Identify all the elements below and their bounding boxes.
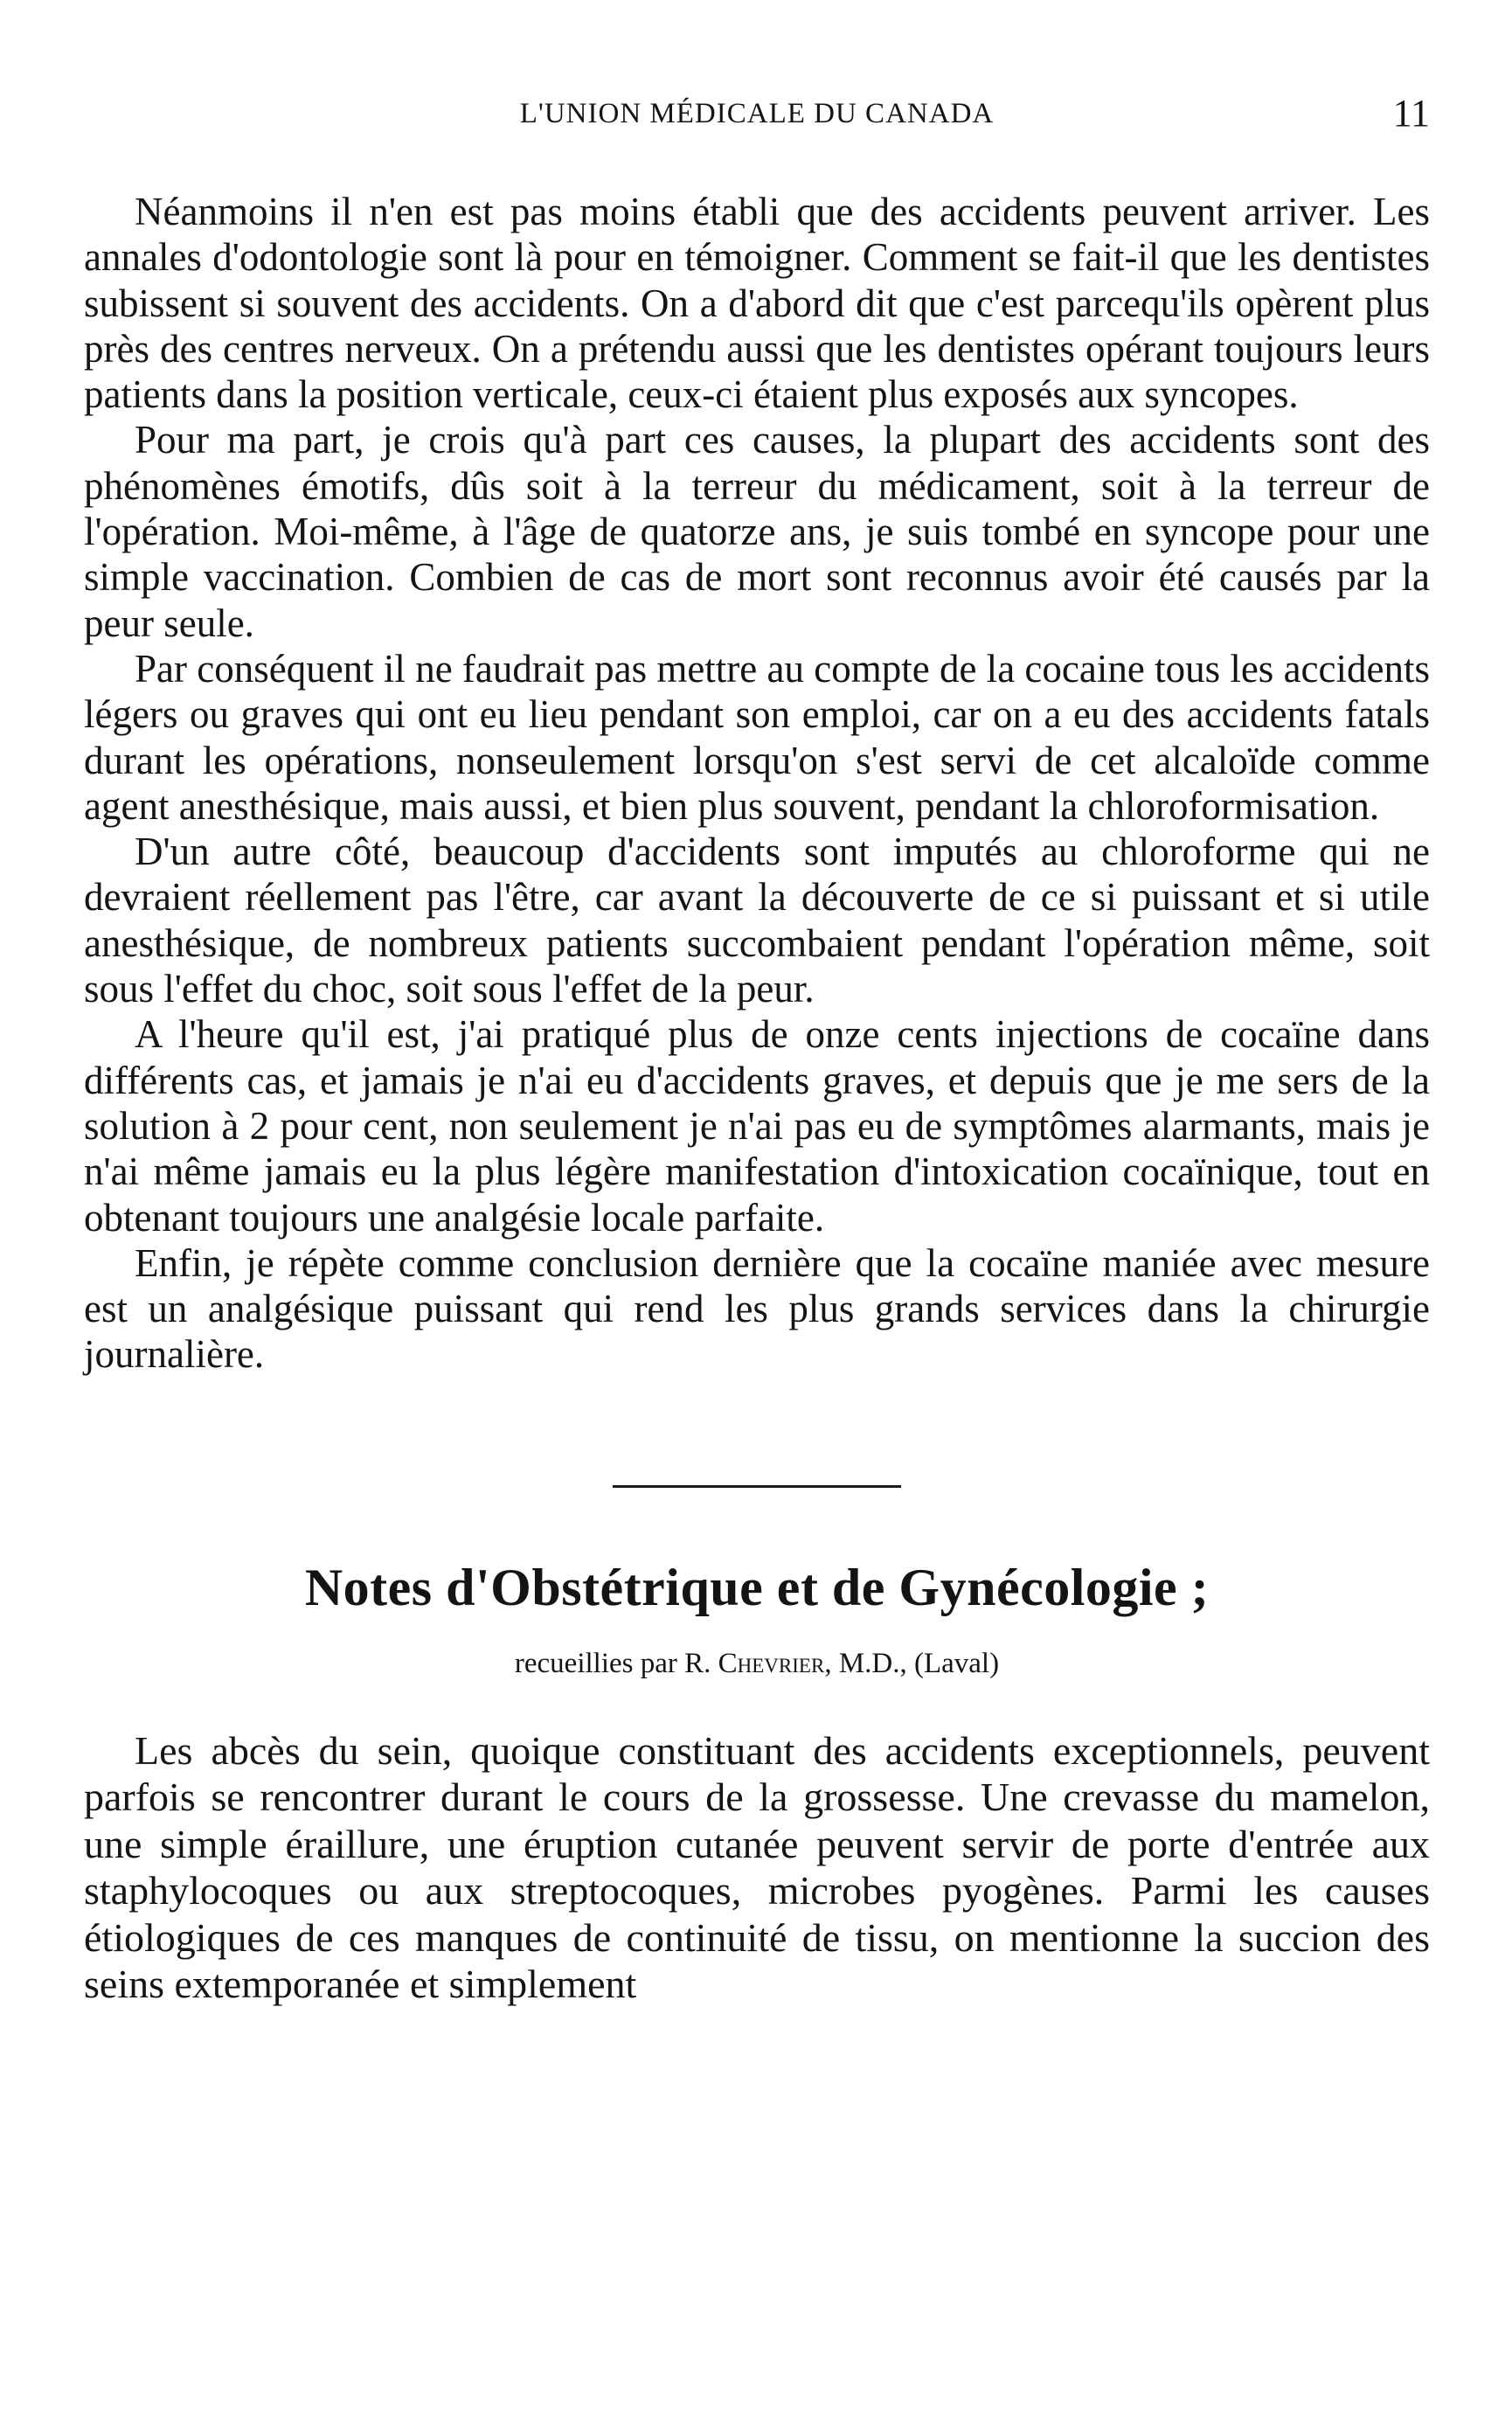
paragraph: Les abcès du sein, quoique constituant des accidents exceptionnels, peuvent parfois se rencontrer durant le cours de la grossesse. Une crevasse du mamelon, une simple éraillure, une éruption cutanée peuvent servir de porte d'entrée aux staphylocoques ou aux streptocoques, microbes pyogènes. Parmi les causes étiologiques de ces manques de continuité de tissu, on mentionne la succion des seins extemporanée et simplement <box>84 1727 1430 2007</box>
section-divider <box>613 1485 901 1488</box>
paragraph: A l'heure qu'il est, j'ai pratiqué plus de onze cents injections de cocaïne dans différents cas, et jamais je n'ai eu d'accidents graves, et depuis que je me sers de la solution à 2 pour cent, non seulement je n'ai pas eu de symptômes alarmants, mais je n'ai même jamais eu la plus légère manifestation d'intoxication cocaïnique, tout en obtenant toujours une analgésie locale parfaite. <box>84 1012 1430 1240</box>
page-number: 11 <box>1392 92 1430 135</box>
byline <box>84 1648 1430 1680</box>
paragraph: Pour ma part, je crois qu'à part ces causes, la plupart des accidents sont des phénomènes émotifs, dûs soit à la terreur du médicament, soit à la terreur de l'opération. Moi-même, à l'âge de quatorze ans, je suis tombé en syncope pour une simple vaccination. Combien de cas de mort sont reconnus avoir été causés par la peur seule. <box>84 418 1430 645</box>
running-header <box>84 87 1430 149</box>
paragraph: D'un autre côté, beaucoup d'accidents sont imputés au chloroforme qui ne devraient réellement pas l'être, car avant la découverte de ce si puissant et si utile anesthésique, de nombreux patients succombaient pendant l'opération même, soit sous l'effet du choc, soit sous l'effet de la peur. <box>84 830 1430 1011</box>
paragraph: Néanmoins il n'en est pas moins établi que des accidents peuvent arriver. Les annales d'odontologie sont là pour en témoigner. Comment se fait-il que les dentistes subissent si souvent des accidents. On a d'abord dit que c'est parcequ'ils opèrent plus près des centres nerveux. On a prétendu aussi que les dentistes opérant toujours leurs patients dans la position verticale, ceux-ci étaient plus exposés aux syncopes. <box>84 190 1430 417</box>
paragraph: Enfin, je répète comme conclusion dernière que la cocaïne maniée avec mesure est un analgésique puissant qui rend les plus grands services dans la chirurgie journalière. <box>84 1240 1430 1377</box>
article-body <box>84 189 1430 1378</box>
paragraph: Par conséquent il ne faudrait pas mettre au compte de la cocaine tous les accidents légers ou graves qui ont eu lieu pendant son emploi, car on a eu des accidents fatals durant les opérations, nonseulement lorsqu'on s'est servi de cet alcaloïde comme agent anesthésique, mais aussi, et bien plus souvent, pendant la chloroformisation. <box>84 646 1430 828</box>
byline-prefix: recueillies par R. <box>514 1647 718 1679</box>
byline-suffix: , M.D., (Laval) <box>824 1647 1000 1679</box>
section-title: Notes d'Obstétrique et de Gynécologie ; <box>304 1558 1210 1616</box>
journal-title: L'UNION MÉDICALE DU CANADA <box>519 98 995 129</box>
section-body <box>84 1727 1430 2008</box>
byline-author: Chevrier <box>718 1647 825 1679</box>
document-page <box>84 87 1430 2008</box>
